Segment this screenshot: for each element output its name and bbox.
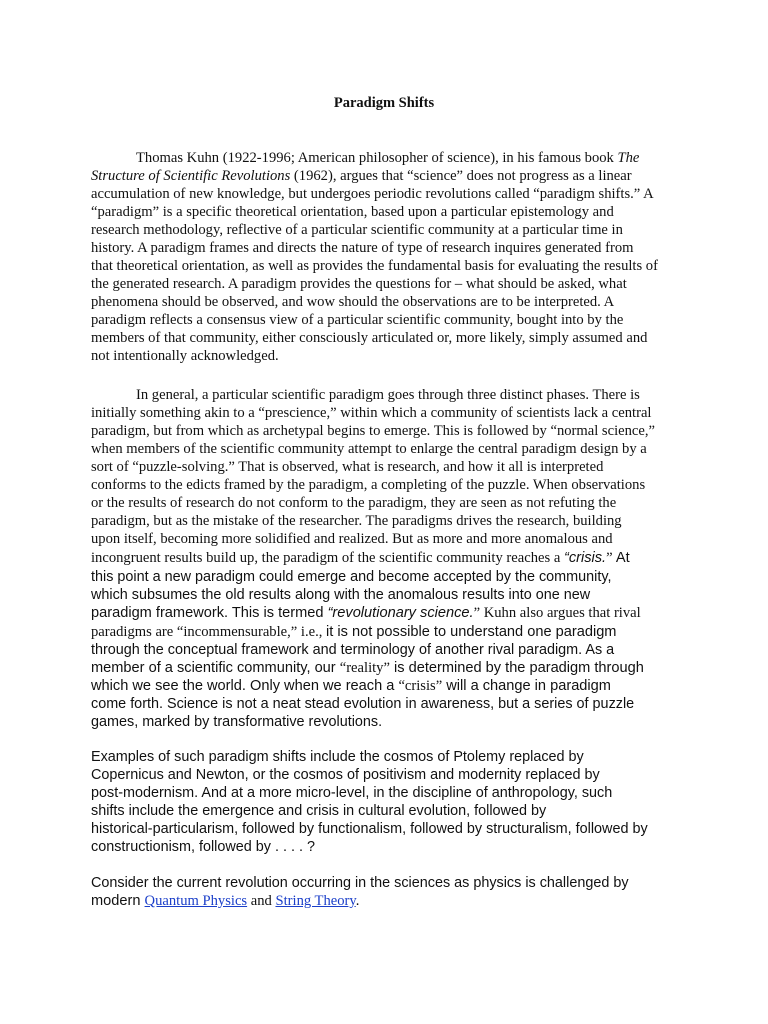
text-line: shifts include the emergence and crisis in cultural evolution, followed by [91,803,547,819]
text-line: paradigms are “incommensurable,” i.e., it is not possible to understand one paradigm [91,624,617,640]
text-line: not intentionally acknowledged. [91,348,279,364]
text-line: upon itself, becoming more solidified and realized. But as more and more anomalous and [91,531,613,547]
text-line: this point a new paradigm could emerge and become accepted by the community, [91,569,612,585]
text-line: the generated research. A paradigm provides the questions for – what should be asked, what [91,276,627,292]
text-line: phenomena should be observed, and wow should the observations are to be interpreted. A [91,294,615,310]
text-line: members of that community, either consciously articulated or, more likely, simply assumed and [91,330,648,346]
text-line: that theoretical orientation, as well as provides the fundamental basis for evaluating the results of [91,258,658,274]
string-theory-link[interactable]: String Theory [275,893,356,909]
text-line: research methodology, reflective of a particular scientific community at a particular time in [91,222,623,238]
text-line: come forth. Science is not a neat stead evolution in awareness, but a series of puzzle [91,696,635,712]
page-title: Paradigm Shifts [333,95,435,111]
text-line: historical-particularism, followed by functionalism, followed by structuralism, followed by [91,821,648,837]
text-line: when members of the scientific community attempt to enlarge the central paradigm design by a [91,441,647,457]
text-line: incongruent results build up, the paradigm of the scientific community reaches a “crisis.” At [91,550,630,566]
text-line: Examples of such paradigm shifts include the cosmos of Ptolemy replaced by [91,749,584,765]
text-line: initially something akin to a “prescience,” within which a community of scientists lack a central [91,405,652,421]
text-line: paradigm reflects a consensus view of a particular scientific community, bought into by the [91,312,624,328]
text-line: modern Quantum Physics and String Theory. [91,893,360,909]
text-line: accumulation of new knowledge, but undergoes periodic revolutions called “paradigm shifts.” A [91,186,654,202]
text-line: paradigm framework. This is termed “revolutionary science.” Kuhn also argues that rival [91,605,641,621]
text-line: post-modernism. And at a more micro-level, in the discipline of anthropology, such [91,785,613,801]
text-line: through the conceptual framework and terminology of another rival paradigm. As a [91,642,615,658]
text-line: which subsumes the old results along with the anomalous results into one new [91,587,591,603]
text-line: Copernicus and Newton, or the cosmos of positivism and modernity replaced by [91,767,600,783]
text-line: member of a scientific community, our “reality” is determined by the paradigm through [91,660,644,676]
text-line: Structure of Scientific Revolutions (1962), argues that “science” does not progress as a linear [91,168,632,184]
text-line: or the results of research do not conform to the paradigm, they are seen as not refuting the [91,495,617,511]
revolutionary-science-term: “revolutionary science. [327,605,474,621]
text-line: constructionism, followed by . . . . ? [91,839,315,855]
book-title: Structure of Scientific Revolutions [91,168,291,184]
quantum-physics-link[interactable]: Quantum Physics [144,893,248,909]
text-line: Thomas Kuhn (1922-1996; American philosopher of science), in his famous book The [136,150,640,166]
text-line: paradigm, but from which as archetypal begins to emerge. This is followed by “normal science,” [91,423,655,439]
text-line: sort of “puzzle-solving.” That is observed, what is research, and how it all is interpreted [91,459,604,475]
text-line: Consider the current revolution occurring in the sciences as physics is challenged by [91,875,629,891]
crisis-term: “crisis. [563,550,607,566]
text-line: “paradigm” is a specific theoretical orientation, based upon a particular epistemology and [91,204,614,220]
text-line: paradigm, but as the mistake of the researcher. The paradigms drives the research, building [91,513,622,529]
text-line: games, marked by transformative revolutions. [91,714,383,730]
text-line: In general, a particular scientific paradigm goes through three distinct phases. There is [136,387,640,403]
text-line: history. A paradigm frames and directs the nature of type of research inquires generated from [91,240,634,256]
text-line: which we see the world. Only when we reach a “crisis” will a change in paradigm [91,678,611,694]
book-title: The [617,150,640,166]
text-line: conforms to the edicts framed by the paradigm, a completing of the puzzle. When observations [91,477,646,493]
